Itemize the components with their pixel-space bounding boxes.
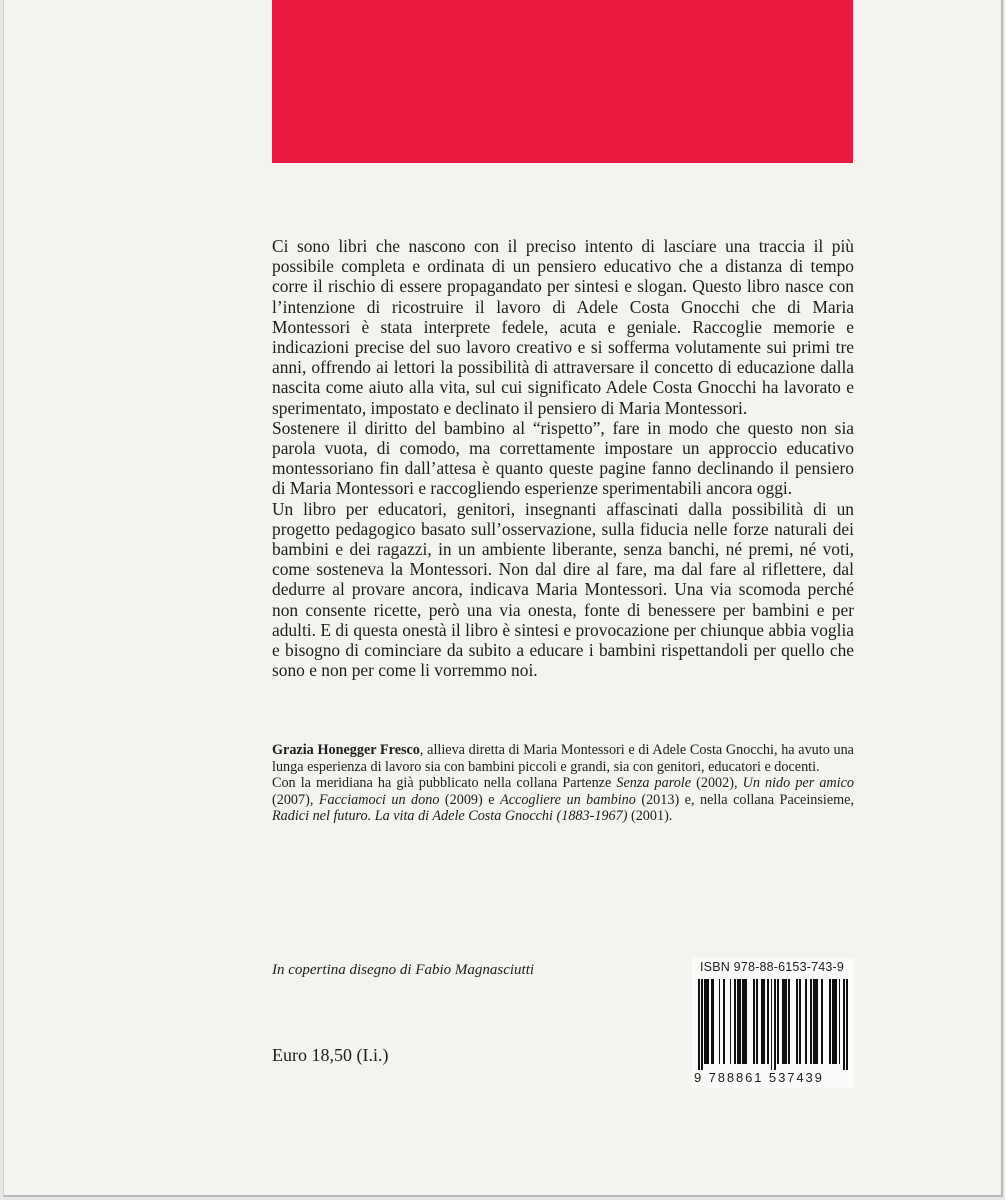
barcode-bar <box>753 979 755 1064</box>
barcode-bar <box>846 979 848 1072</box>
author-bio <box>272 742 854 825</box>
barcode-bar <box>799 979 801 1064</box>
barcode-bar <box>767 979 769 1064</box>
barcode-bar <box>829 979 831 1064</box>
book-title: Senza parole <box>616 775 692 792</box>
barcode-bar <box>839 979 841 1064</box>
barcode <box>698 979 848 1072</box>
barcode-bar <box>785 979 787 1064</box>
isbn-barcode-block <box>692 958 854 1088</box>
barcode-bar <box>712 979 714 1064</box>
barcode-bar <box>805 979 807 1064</box>
barcode-bar <box>777 979 779 1064</box>
barcode-bar <box>816 979 818 1064</box>
barcode-bar <box>698 979 700 1072</box>
blurb-paragraph: Un libro per educatori, genitori, insegnanti affascinati dalla possibilità di un progetto pedagogico basato sull’osservazione, sulla fiducia nelle forze naturali dei bambini e dei ragazzi, in un ambiente liberante, senza banchi, né premi, né voti, come sosteneva la Montessori. Non dal dire al fare, ma dal fare al riflettere, dal dedurre al provare ancora, indicava Maria Montessori. Una via scomoda perché non consente ricette, però una via onesta, fonte di benessere per bambini e per adulti. E di questa onestà il libro è sintesi e provocazione per chiunque abbia voglia e bisogno di cominciare da subito a educare i bambini rispettandoli per quello che sono e non per come li vorremmo noi. <box>272 498 854 681</box>
blurb-paragraph: Sostenere il diritto del bambino al “rispetto”, fare in modo che questo non sia parola vuota, di comodo, ma correttamente impostare un approccio educativo montessoriano fin dall’attesa è quanto queste pagine fanno declinando il pensiero di Maria Montessori e raccogliendo esperienze sperimentabili ancora oggi. <box>272 417 854 499</box>
barcode-bar <box>756 979 758 1064</box>
barcode-bar <box>821 979 823 1064</box>
barcode-bar <box>734 979 736 1064</box>
price-label: Euro 18,50 (I.i.) <box>272 1045 389 1065</box>
barcode-bar <box>843 979 845 1072</box>
barcode-bar <box>788 979 790 1064</box>
book-title: Facciamoci un dono <box>318 791 440 808</box>
barcode-bar <box>719 979 721 1064</box>
isbn-digits: 9 788861 537439 <box>694 1070 852 1085</box>
barcode-bar <box>763 979 765 1064</box>
barcode-bar <box>707 979 709 1064</box>
barcode-bar <box>701 979 703 1072</box>
isbn-label: ISBN 978-88-6153-743-9 <box>700 960 845 974</box>
barcode-bar <box>810 979 812 1064</box>
author-publications: Con la meridiana ha già pubblicato nella collana Partenze Senza parole (2002), Un nido per amico (2007), Facciamoci un dono (2009) e Accogliere un bambino (2013) e, nella collana Paceinsieme, Radici nel futuro. La vita di Adele Costa Gnocchi (1883-1967) (2001). <box>272 775 855 825</box>
author-bio-paragraph <box>272 742 854 775</box>
book-blurb <box>272 236 854 680</box>
cover-credit: In copertina disegno di Fabio Magnasciutti <box>272 962 535 978</box>
barcode-bar <box>771 979 773 1072</box>
red-color-band <box>272 0 853 163</box>
book-title: Accogliere un bambino <box>500 791 636 808</box>
barcode-bar <box>730 979 732 1064</box>
author-name: Grazia Honegger Fresco <box>272 742 420 758</box>
book-title: Un nido per amico <box>742 775 854 792</box>
barcode-bar <box>835 979 837 1064</box>
barcode-bar <box>774 979 776 1072</box>
book-title: Radici nel futuro. La vita di Adele Costa Gnocchi (1883-1967) <box>272 808 628 825</box>
blurb-paragraph: Ci sono libri che nascono con il preciso intento di lasciare una traccia il più possibile completa e ordinata di un pensiero educativo che a distanza di tempo corre il rischio di essere propagandato per sintesi e slogan. Questo libro nasce con l’intenzione di ricostruire il lavoro di Adele Costa Gnocchi che di Maria Montessori è stata interprete fedele, acuta e geniale. Raccoglie memorie e indicazioni precise del suo lavoro creativo e si sofferma volutamente sui primi tre anni, offrendo ai lettori la possibilità di attraversare il concetto di educazione dalla nascita come aiuto alla vita, sul cui significato Adele Costa Gnocchi ha lavorato e sperimentato, impostato e declinato il pensiero di Maria Montessori. <box>272 236 854 418</box>
author-bio-text: , allieva diretta di Maria Montessori e di Adele Costa Gnocchi, ha avuto una lunga esperienza di lavoro sia con bambini piccoli e grandi, sia con genitori, educatori e docenti. <box>272 742 854 775</box>
barcode-bar <box>723 979 725 1064</box>
barcode-bar <box>745 979 747 1064</box>
barcode-bar <box>739 979 741 1064</box>
barcode-bar <box>796 979 798 1064</box>
